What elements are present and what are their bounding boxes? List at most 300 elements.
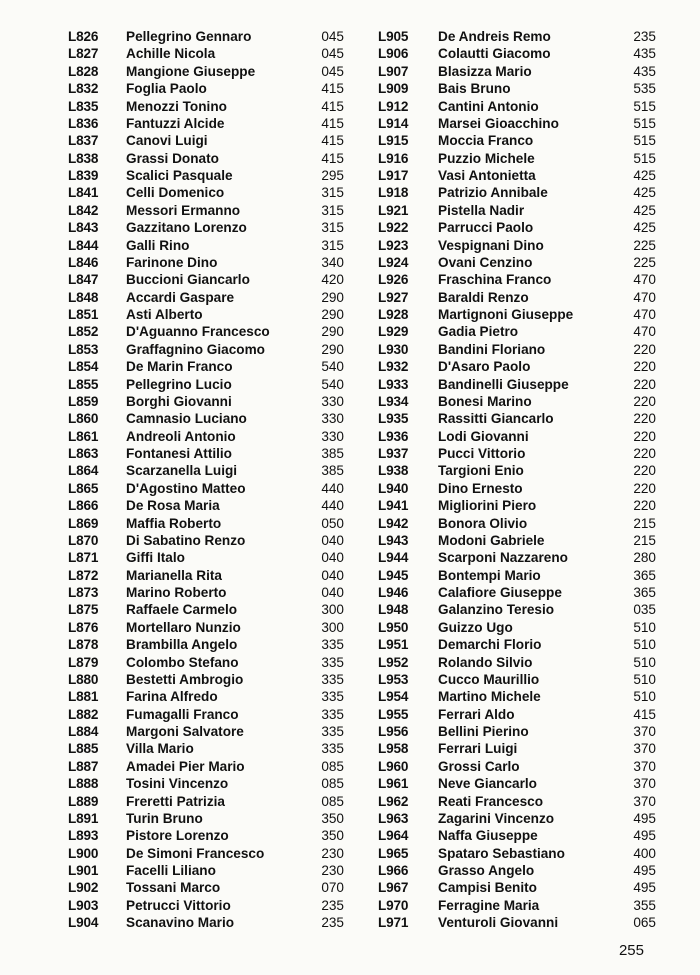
entry-name: Parrucci Paolo <box>438 220 534 236</box>
entry-number: 515 <box>633 150 656 166</box>
entry-number: 415 <box>321 150 344 166</box>
list-item <box>68 723 358 740</box>
entry-number: 435 <box>633 63 656 79</box>
list-item <box>68 289 358 306</box>
list-item <box>378 845 668 862</box>
entry-name: Patrizio Annibale <box>438 185 548 201</box>
entry-name: Tossani Marco <box>126 880 221 896</box>
entry-name: Grasso Angelo <box>438 863 535 878</box>
entry-number: 215 <box>633 532 656 548</box>
entry-name: Pellegrino Lucio <box>126 376 232 392</box>
list-item <box>68 862 358 879</box>
entry-name: Colautti Giacomo <box>438 46 551 62</box>
list-item <box>378 515 668 532</box>
entry-name: Buccioni Giancarlo <box>126 272 250 288</box>
entry-name: Gadia Pietro <box>438 324 519 340</box>
list-item <box>378 306 668 323</box>
entry-name: Scarzanella Luigi <box>126 463 238 479</box>
entry-number: 370 <box>633 724 656 739</box>
list-item <box>68 341 358 358</box>
left-column-list <box>68 28 358 932</box>
entry-code: L929 <box>378 324 409 340</box>
entry-number: 220 <box>633 376 656 392</box>
entry-name: Neve Giancarlo <box>438 776 537 792</box>
entry-code: L955 <box>378 706 409 722</box>
entry-number: 230 <box>321 845 344 861</box>
entry-name: Galli Rino <box>126 237 190 253</box>
list-item <box>378 80 668 97</box>
entry-name: Scarponi Nazzareno <box>438 550 568 566</box>
list-item <box>68 237 358 254</box>
entry-number: 470 <box>633 307 656 322</box>
entry-code: L933 <box>378 376 409 392</box>
list-item <box>378 879 668 896</box>
entry-code: L951 <box>378 637 409 653</box>
list-item <box>378 636 668 653</box>
list-item <box>68 184 358 201</box>
entry-code: L956 <box>378 724 409 739</box>
entry-name: Tosini Vincenzo <box>126 776 229 792</box>
entry-number: 370 <box>633 793 656 809</box>
entry-code: L941 <box>378 498 409 514</box>
entry-code: L953 <box>378 671 409 687</box>
entry-name: Ovani Cenzino <box>438 254 533 270</box>
list-item <box>68 132 358 149</box>
entry-name: Rassitti Giancarlo <box>438 411 554 427</box>
entry-code: L946 <box>378 585 409 600</box>
entry-code: L848 <box>68 289 99 305</box>
entry-name: Bestetti Ambrogio <box>126 671 244 687</box>
entry-code: L954 <box>378 689 409 705</box>
entry-name: Scanavino Mario <box>126 915 235 931</box>
entry-code: L847 <box>68 272 99 288</box>
list-item <box>378 341 668 358</box>
list-item <box>68 879 358 896</box>
entry-number: 535 <box>633 81 656 97</box>
list-item <box>378 584 668 601</box>
entry-number: 470 <box>633 289 656 305</box>
entry-name: Fraschina Franco <box>438 272 552 288</box>
entry-number: 370 <box>633 776 656 792</box>
entry-name: Vespignani Dino <box>438 237 544 253</box>
entry-name: Bonora Olivio <box>438 515 528 531</box>
entry-code: L884 <box>68 724 99 739</box>
list-item <box>378 671 668 688</box>
entry-number: 355 <box>633 897 656 913</box>
entry-code: L866 <box>68 498 99 514</box>
entry-name: Amadei Pier Mario <box>126 758 245 774</box>
entry-name: De Marin Franco <box>126 359 233 375</box>
entry-code: L885 <box>68 741 99 757</box>
list-item <box>68 271 358 288</box>
entry-code: L936 <box>378 428 409 444</box>
entry-name: Turin Bruno <box>126 810 203 826</box>
entry-name: Gazzitano Lorenzo <box>126 220 247 236</box>
list-item <box>68 410 358 427</box>
entry-number: 040 <box>321 585 344 600</box>
entry-number: 235 <box>321 915 344 931</box>
entry-name: Rolando Silvio <box>438 654 533 670</box>
entry-number: 300 <box>321 602 344 618</box>
entry-name: Guizzo Ugo <box>438 619 513 635</box>
entry-name: Puzzio Michele <box>438 150 535 166</box>
entry-number: 515 <box>633 98 656 114</box>
entry-name: Farina Alfredo <box>126 689 218 705</box>
entry-code: L914 <box>378 115 409 131</box>
entry-code: L926 <box>378 272 409 288</box>
entry-name: Giffi Italo <box>126 550 185 566</box>
list-item <box>378 619 668 636</box>
entry-name: Marianella Rita <box>126 567 222 583</box>
entry-code: L853 <box>68 341 99 357</box>
entry-name: Reati Francesco <box>438 793 544 809</box>
entry-name: Migliorini Piero <box>438 498 537 514</box>
entry-name: Asti Alberto <box>126 307 203 322</box>
entry-name: Farinone Dino <box>126 254 218 270</box>
entry-code: L966 <box>378 863 409 878</box>
list-item <box>378 28 668 45</box>
list-item <box>378 654 668 671</box>
entry-number: 335 <box>321 724 344 739</box>
list-item <box>378 410 668 427</box>
list-item <box>68 45 358 62</box>
list-item <box>378 775 668 792</box>
list-item <box>68 601 358 618</box>
list-item <box>68 827 358 844</box>
entry-name: Fumagalli Franco <box>126 706 239 722</box>
entry-code: L873 <box>68 585 99 600</box>
entry-number: 510 <box>633 619 656 635</box>
list-item <box>68 393 358 410</box>
entry-name: Margoni Salvatore <box>126 724 244 739</box>
entry-number: 220 <box>633 359 656 375</box>
entry-name: Targioni Enio <box>438 463 524 479</box>
entry-code: L860 <box>68 411 99 427</box>
entry-code: L854 <box>68 359 99 375</box>
entry-code: L842 <box>68 202 99 218</box>
entry-code: L961 <box>378 776 409 792</box>
entry-number: 220 <box>633 446 656 461</box>
entry-number: 385 <box>321 463 344 479</box>
entry-code: L940 <box>378 480 409 496</box>
entry-number: 315 <box>321 185 344 201</box>
entry-name: Raffaele Carmelo <box>126 602 238 618</box>
list-item <box>378 862 668 879</box>
entry-number: 540 <box>321 376 344 392</box>
list-item <box>378 497 668 514</box>
list-item <box>68 254 358 271</box>
list-item <box>68 428 358 445</box>
list-item <box>378 393 668 410</box>
list-item <box>68 793 358 810</box>
list-item <box>378 150 668 167</box>
entry-name: Demarchi Florio <box>438 637 542 653</box>
entry-code: L921 <box>378 202 409 218</box>
entry-code: L965 <box>378 845 409 861</box>
entry-number: 365 <box>633 585 656 600</box>
entry-name: Naffa Giuseppe <box>438 828 538 844</box>
list-item <box>378 98 668 115</box>
entry-code: L903 <box>68 897 99 913</box>
entry-name: Colombo Stefano <box>126 654 239 670</box>
entry-code: L891 <box>68 810 99 826</box>
entry-number: 220 <box>633 480 656 496</box>
list-item <box>68 323 358 340</box>
entry-number: 290 <box>321 341 344 357</box>
list-item <box>378 601 668 618</box>
list-item <box>378 462 668 479</box>
list-item <box>378 688 668 705</box>
list-item <box>68 706 358 723</box>
list-item <box>68 167 358 184</box>
list-item <box>378 480 668 497</box>
entry-name: Zagarini Vincenzo <box>438 810 555 826</box>
entry-name: Campisi Benito <box>438 880 537 896</box>
entry-name: Spataro Sebastiano <box>438 845 565 861</box>
entry-name: Canovi Luigi <box>126 133 208 149</box>
entry-code: L852 <box>68 324 99 340</box>
entry-number: 415 <box>321 133 344 149</box>
list-item <box>68 462 358 479</box>
entry-number: 290 <box>321 324 344 340</box>
list-item <box>68 636 358 653</box>
list-item <box>378 532 668 549</box>
entry-number: 335 <box>321 654 344 670</box>
entry-number: 425 <box>633 220 656 236</box>
entry-number: 050 <box>321 515 344 531</box>
list-item <box>378 567 668 584</box>
entry-code: L827 <box>68 46 99 62</box>
entry-number: 220 <box>633 498 656 514</box>
list-item <box>378 758 668 775</box>
entry-code: L906 <box>378 46 409 62</box>
entry-name: Petrucci Vittorio <box>126 897 231 913</box>
list-item <box>68 567 358 584</box>
entry-name: Modoni Gabriele <box>438 532 545 548</box>
entry-number: 330 <box>321 428 344 444</box>
entry-name: Marsei Gioacchino <box>438 115 559 131</box>
entry-number: 400 <box>633 845 656 861</box>
entry-code: L841 <box>68 185 99 201</box>
list-item <box>68 845 358 862</box>
list-item <box>378 271 668 288</box>
page-number: 255 <box>618 942 644 959</box>
entry-code: L861 <box>68 428 99 444</box>
list-item <box>68 758 358 775</box>
entry-code: L967 <box>378 880 409 896</box>
entry-code: L863 <box>68 446 99 461</box>
entry-number: 065 <box>633 915 656 931</box>
entry-number: 220 <box>633 411 656 427</box>
entry-number: 425 <box>633 168 656 183</box>
entry-code: L930 <box>378 341 409 357</box>
list-item <box>68 619 358 636</box>
list-item <box>68 219 358 236</box>
entry-number: 220 <box>633 341 656 357</box>
entry-number: 215 <box>633 515 656 531</box>
entry-code: L900 <box>68 845 99 861</box>
list-item <box>68 532 358 549</box>
entry-number: 495 <box>633 828 656 844</box>
entry-code: L855 <box>68 376 99 392</box>
entry-name: Bonesi Marino <box>438 393 532 409</box>
entry-code: L904 <box>68 915 99 931</box>
entry-name: Venturoli Giovanni <box>438 915 559 931</box>
entry-code: L923 <box>378 237 409 253</box>
list-item <box>378 115 668 132</box>
entry-code: L859 <box>68 393 99 409</box>
list-item <box>68 515 358 532</box>
list-item <box>378 445 668 462</box>
entry-code: L846 <box>68 254 99 270</box>
list-item <box>68 914 358 931</box>
list-item <box>68 63 358 80</box>
entry-name: Brambilla Angelo <box>126 637 238 653</box>
entry-number: 425 <box>633 185 656 201</box>
list-item <box>68 306 358 323</box>
entry-code: L875 <box>68 602 99 618</box>
entry-code: L905 <box>378 29 409 44</box>
entry-name: Bais Bruno <box>438 81 511 97</box>
list-item <box>378 793 668 810</box>
entry-code: L932 <box>378 359 409 375</box>
entry-code: L870 <box>68 532 99 548</box>
entry-number: 425 <box>633 202 656 218</box>
list-item <box>378 289 668 306</box>
entry-name: Graffagnino Giacomo <box>126 341 265 357</box>
list-item <box>378 254 668 271</box>
entry-code: L945 <box>378 567 409 583</box>
entry-number: 495 <box>633 880 656 896</box>
list-item <box>68 80 358 97</box>
entry-number: 510 <box>633 689 656 705</box>
entry-code: L872 <box>68 567 99 583</box>
entry-number: 330 <box>321 411 344 427</box>
entry-number: 370 <box>633 741 656 757</box>
entry-code: L938 <box>378 463 409 479</box>
list-item <box>378 132 668 149</box>
entry-name: Pistella Nadir <box>438 202 525 218</box>
entry-code: L902 <box>68 880 99 896</box>
list-item <box>378 219 668 236</box>
entry-code: L964 <box>378 828 409 844</box>
entry-code: L844 <box>68 237 99 253</box>
list-item <box>68 810 358 827</box>
entry-name: Martignoni Giuseppe <box>438 307 574 322</box>
list-item <box>68 98 358 115</box>
entry-number: 415 <box>321 115 344 131</box>
list-item <box>68 775 358 792</box>
entry-code: L838 <box>68 150 99 166</box>
entry-code: L878 <box>68 637 99 653</box>
entry-code: L828 <box>68 63 99 79</box>
right-column-list <box>378 28 668 932</box>
list-item <box>378 184 668 201</box>
entry-name: Blasizza Mario <box>438 63 532 79</box>
entry-number: 290 <box>321 307 344 322</box>
entry-number: 495 <box>633 810 656 826</box>
entry-name: Cantini Antonio <box>438 98 539 114</box>
entry-number: 510 <box>633 654 656 670</box>
entry-code: L826 <box>68 29 99 44</box>
entry-name: D'Asaro Paolo <box>438 359 531 375</box>
entry-name: Menozzi Tonino <box>126 98 227 114</box>
list-item <box>378 810 668 827</box>
entry-number: 290 <box>321 289 344 305</box>
list-item <box>378 740 668 757</box>
entry-number: 220 <box>633 463 656 479</box>
list-item <box>68 740 358 757</box>
entry-number: 330 <box>321 393 344 409</box>
entry-number: 540 <box>321 359 344 375</box>
entry-number: 470 <box>633 272 656 288</box>
list-item <box>68 358 358 375</box>
entry-code: L907 <box>378 63 409 79</box>
entry-number: 085 <box>321 776 344 792</box>
entry-number: 440 <box>321 498 344 514</box>
entry-number: 350 <box>321 828 344 844</box>
entry-code: L880 <box>68 671 99 687</box>
entry-code: L917 <box>378 168 409 183</box>
list-item <box>378 63 668 80</box>
entry-name: Achille Nicola <box>126 46 216 62</box>
entry-name: Foglia Paolo <box>126 81 207 97</box>
entry-code: L970 <box>378 897 409 913</box>
entry-name: Maffia Roberto <box>126 515 222 531</box>
entry-name: Lodi Giovanni <box>438 428 529 444</box>
list-item <box>378 428 668 445</box>
list-item <box>68 654 358 671</box>
entry-code: L871 <box>68 550 99 566</box>
entry-number: 315 <box>321 237 344 253</box>
entry-name: Bandinelli Giuseppe <box>438 376 569 392</box>
entry-name: Bellini Pierino <box>438 724 529 739</box>
entry-code: L879 <box>68 654 99 670</box>
entry-name: Martino Michele <box>438 689 541 705</box>
entry-number: 040 <box>321 567 344 583</box>
entry-name: Andreoli Antonio <box>126 428 236 444</box>
entry-number: 350 <box>321 810 344 826</box>
entry-number: 435 <box>633 46 656 62</box>
entry-number: 515 <box>633 115 656 131</box>
list-item <box>378 358 668 375</box>
entry-number: 040 <box>321 532 344 548</box>
entry-name: Marino Roberto <box>126 585 227 600</box>
entry-number: 315 <box>321 220 344 236</box>
entry-code: L893 <box>68 828 99 844</box>
list-item <box>378 323 668 340</box>
entry-name: Fontanesi Attilio <box>126 446 232 461</box>
list-item <box>68 150 358 167</box>
entry-code: L851 <box>68 307 99 322</box>
list-item <box>378 45 668 62</box>
entry-code: L876 <box>68 619 99 635</box>
entry-code: L915 <box>378 133 409 149</box>
entry-number: 045 <box>321 63 344 79</box>
entry-name: De Andreis Remo <box>438 29 551 44</box>
list-item <box>68 497 358 514</box>
entry-code: L864 <box>68 463 99 479</box>
entry-code: L909 <box>378 81 409 97</box>
entry-number: 035 <box>633 602 656 618</box>
entry-number: 300 <box>321 619 344 635</box>
list-item <box>68 202 358 219</box>
entry-number: 040 <box>321 550 344 566</box>
list-item <box>378 167 668 184</box>
entry-name: Grossi Carlo <box>438 758 520 774</box>
entry-number: 340 <box>321 254 344 270</box>
entry-number: 045 <box>321 29 344 44</box>
